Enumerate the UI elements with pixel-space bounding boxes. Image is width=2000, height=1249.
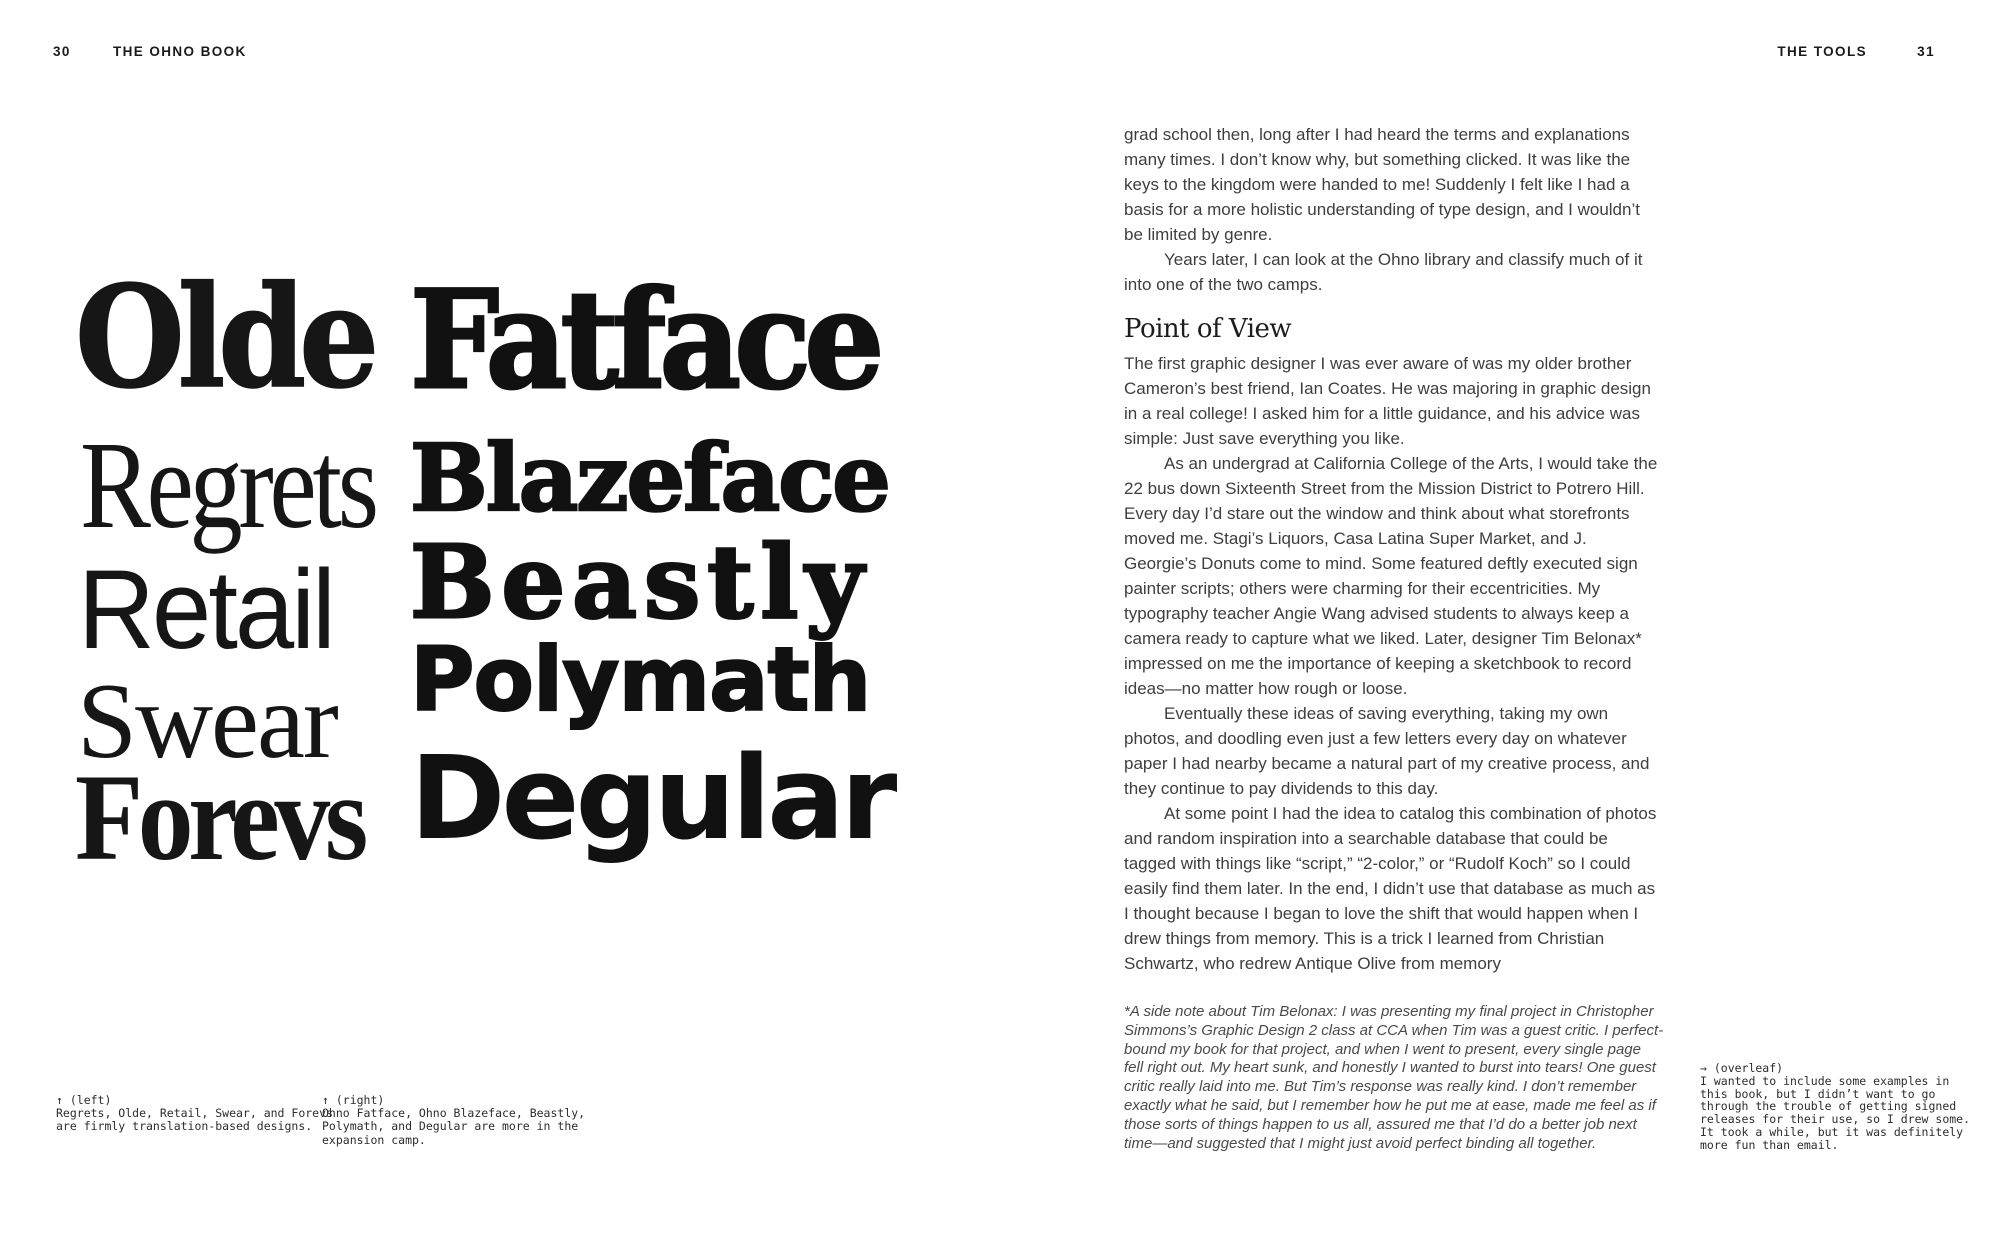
up-arrow-left-marker: ↑ (left) [56, 1093, 112, 1107]
right-arrow-marker: → (overleaf) [1700, 1061, 1784, 1075]
body-paragraph: Years later, I can look at the Ohno library and classify much of it into one of the two camps. [1124, 250, 1643, 294]
specimen-blazeface: Blazeface [410, 424, 889, 532]
running-head-right: THE TOOLS [1777, 44, 1867, 59]
specimen-retail: Retail [78, 547, 333, 672]
specimen-olde: Olde [75, 256, 373, 420]
caption-left-text: Regrets, Olde, Retail, Swear, and Forevs are firmly translation-based designs. [56, 1106, 333, 1134]
body-text-column [1124, 122, 1662, 976]
specimen-regrets: Regrets [80, 417, 375, 555]
page-number-right: 31 [1917, 44, 1935, 59]
specimen-degular: Degular [410, 732, 894, 866]
specimen-forevs: Forevs [75, 749, 363, 886]
caption-left [56, 1094, 344, 1134]
running-head-left: THE OHNO BOOK [113, 44, 247, 59]
margin-note-overleaf [1700, 1062, 1978, 1152]
up-arrow-right-marker: ↑ (right) [322, 1093, 385, 1107]
body-paragraph: The first graphic designer I was ever aware of was my older brother Cameron’s best friend, Ian Coates. He was majoring in graphic design in a real college! I asked him for a little guidance, and his advice was simple: Just save everything you like. [1124, 354, 1651, 448]
body-paragraph: Eventually these ideas of saving everything, taking my own photos, and doodling even just a few letters every day on whatever paper I had nearby became a natural part of my creative process, and they continue to pay dividends to this day. [1124, 704, 1650, 798]
body-paragraph: As an undergrad at California College of the Arts, I would take the 22 bus down Sixteenth Street from the Mission District to Potrero Hill. Every day I’d stare out the window and think about what storefronts moved me. Stagi’s Liquors, Casa Latina Super Market, and J. Georgie’s Donuts come to mind. Some featured deftly executed sign painter scripts; others were charming for their eccentricities. My typography teacher Angie Wang advised students to always keep a camera ready to capture what we liked. Later, designer Tim Belonax* impressed on me the importance of keeping a sketchbook to record ideas—no matter how rough or loose. [1124, 454, 1658, 698]
body-paragraph: At some point I had the idea to catalog this combination of photos and random inspiration into a searchable database that could be tagged with things like “script,” “2-color,” or “Rudolf Koch” so I could easily find them later. In the end, I didn’t use that database as much as I thought because I began to love the shift that would happen when I drew things from memory. This is a trick I learned from Christian Schwartz, who redrew Antique Olive from memory [1124, 804, 1657, 973]
margin-note-text: I wanted to include some examples in this book, but I didn’t want to go through the trouble of getting signed releases for their use, so I drew some. It took a while, but it was definitely more fun than email. [1700, 1073, 1971, 1152]
specimen-fatface: Fatface [410, 260, 878, 419]
specimen-swear: Swear [77, 662, 337, 781]
body-paragraph: grad school then, long after I had heard the terms and explanations many times. I don’t know why, but something clicked. It was like the keys to the kingdom were handed to me! Suddenly I felt like I had a basis for a more holistic understanding of type design, and I wouldn’t be limited by genre. [1124, 125, 1640, 244]
caption-right [322, 1094, 594, 1147]
specimen-polymath: Polymath [410, 628, 871, 731]
caption-right-text: Ohno Fatface, Ohno Blazeface, Beastly, Polymath, and Degular are more in the expansion camp. [322, 1106, 586, 1147]
footnote: *A side note about Tim Belonax: I was presenting my final project in Christopher Simmons’s Graphic Design 2 class at CCA when Tim was a guest critic. I perfect-bound my book for that project, and when I went to present, every single page fell right out. My heart sunk, and honestly I wanted to burst into tears! One guest critic really laid into me. But Tim’s response was really kind. I don’t remember exactly what he said, but I remember how he put me at ease, made me feel as if those sorts of things happen to us all, assured me that I’d do a better job next time—and suggested that I might just avoid perfect binding all together. [1124, 1003, 1664, 1152]
specimen-beastly: Beastly [410, 523, 871, 641]
page-number-left: 30 [53, 44, 71, 59]
section-heading: Point of View [1124, 314, 1292, 344]
